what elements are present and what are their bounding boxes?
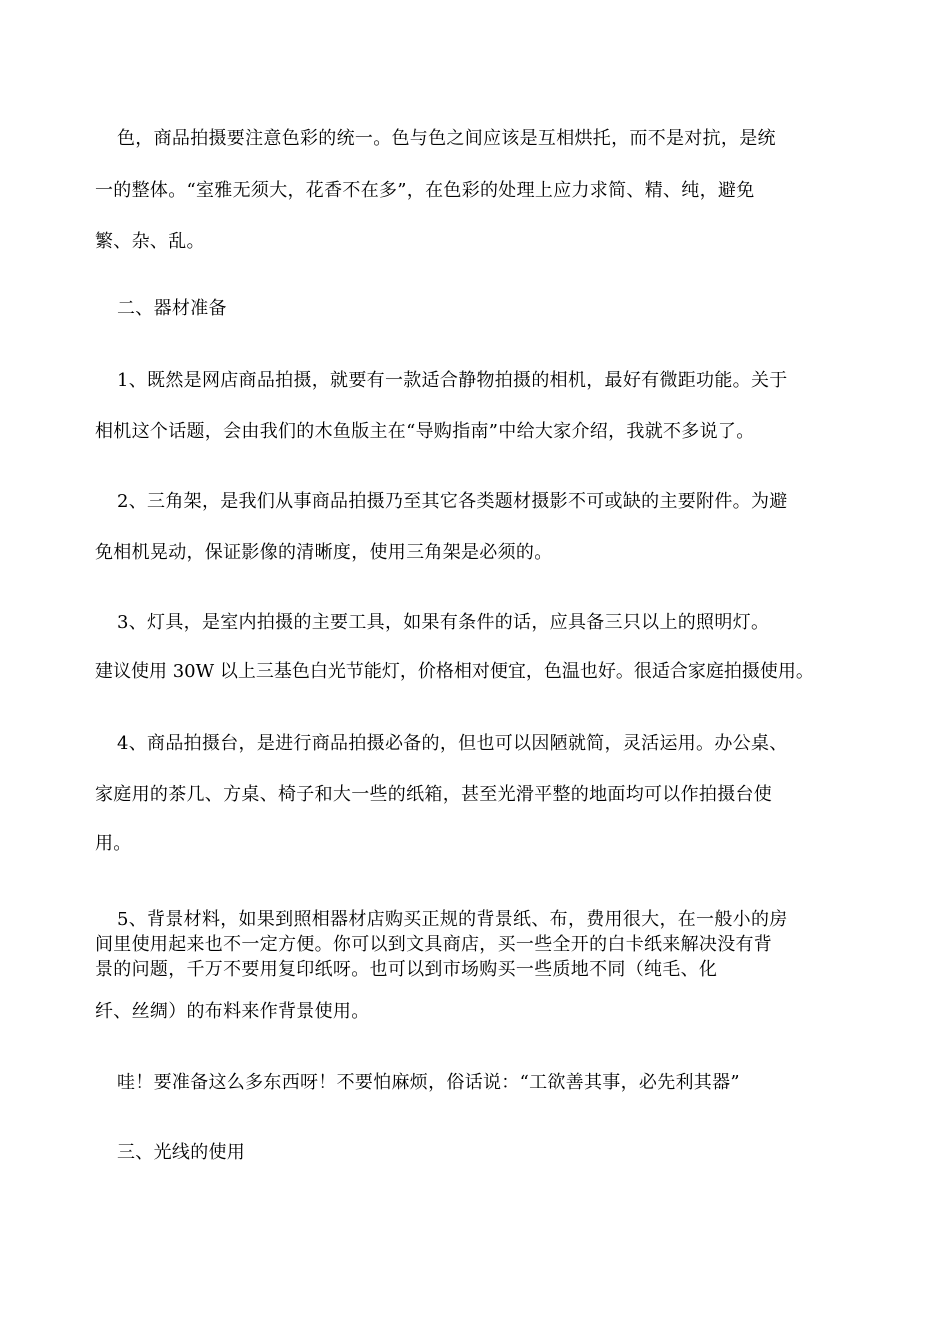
list-item-4-line: 4、商品拍摄台，是进行商品拍摄必备的，但也可以因陋就简，灵活运用。办公桌、	[117, 733, 788, 754]
remark-text: 哇！要准备这么多东西呀！不要怕麻烦，俗话说：“工欲善其事，必先利其器”	[117, 1072, 740, 1093]
list-item-2-line: 免相机晃动，保证影像的清晰度，使用三角架是必须的。	[95, 542, 553, 563]
list-item-5-line: 5、背景材料，如果到照相器材店购买正规的背景纸、布，费用很大，在一般小的房	[117, 909, 788, 930]
body-text-line: 色，商品拍摄要注意色彩的统一。色与色之间应该是互相烘托，而不是对抗，是统	[117, 128, 776, 149]
list-item-3-line: 3、灯具，是室内拍摄的主要工具，如果有条件的话，应具备三只以上的照明灯。	[117, 612, 770, 633]
list-item-5-line: 间里使用起来也不一定方便。你可以到文具商店，买一些全开的白卡纸来解决没有背	[95, 934, 773, 955]
list-item-4-line: 用。	[95, 833, 132, 854]
section-heading-equipment: 二、器材准备	[117, 298, 227, 319]
list-item-1-line: 1、既然是网店商品拍摄，就要有一款适合静物拍摄的相机，最好有微距功能。关于	[117, 370, 788, 391]
section-heading-light: 三、光线的使用	[117, 1142, 246, 1163]
list-item-1-line: 相机这个话题，会由我们的木鱼版主在“导购指南”中给大家介绍，我就不多说了。	[95, 421, 755, 442]
body-text-line: 繁、杂、乱。	[95, 231, 205, 252]
body-text-line: 一的整体。“室雅无须大，花香不在多”，在色彩的处理上应力求简、精、纯，避免	[95, 180, 755, 201]
list-item-5-line: 纤、丝绸）的布料来作背景使用。	[95, 1001, 370, 1022]
list-item-3-line: 建议使用 30W 以上三基色白光节能灯，价格相对便宜，色温也好。很适合家庭拍摄使用。	[95, 661, 814, 682]
list-item-5-line: 景的问题，千万不要用复印纸呀。也可以到市场购买一些质地不同（纯毛、化	[95, 959, 718, 980]
list-item-4-line: 家庭用的茶几、方桌、椅子和大一些的纸箱，甚至光滑平整的地面均可以作拍摄台使	[95, 784, 773, 805]
list-item-2-line: 2、三角架，是我们从事商品拍摄乃至其它各类题材摄影不可或缺的主要附件。为避	[117, 491, 788, 512]
